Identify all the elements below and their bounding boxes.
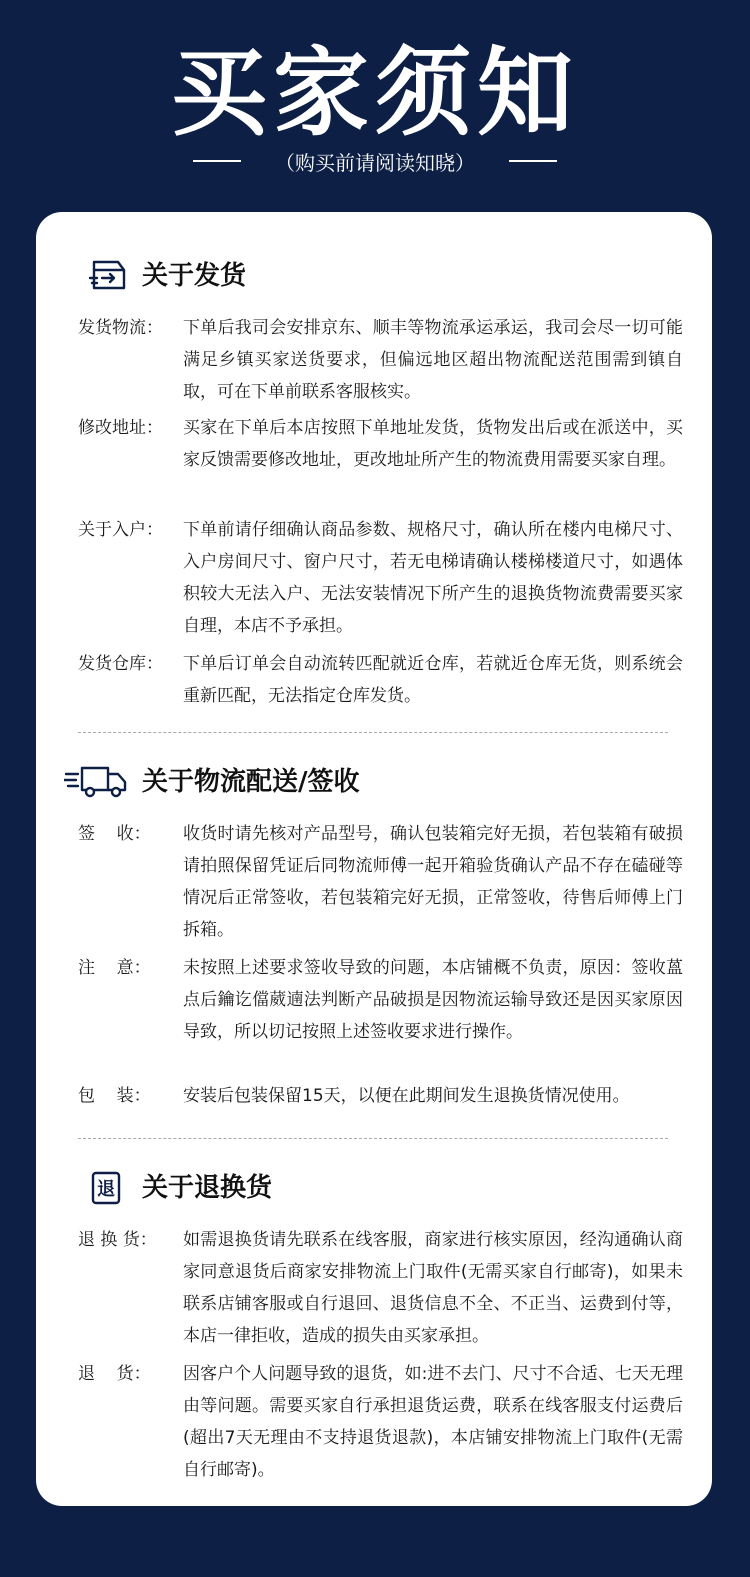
svg-text:退: 退 xyxy=(97,1179,115,1200)
section-title: 关于物流配送/签收 xyxy=(142,767,360,797)
section-header xyxy=(36,762,712,802)
item-text: 如需退换货请先联系在线客服，商家进行核实原因，经沟通确认商家同意退货后商家安排物流上门取件(无需买家自行邮寄)，如果未联系店铺客服或自行退回、退货信息不全、不正当、运费到付等，本店一律拒收，造成的损失由买家承担。 xyxy=(183,1230,683,1346)
subtitle: （购买前请阅读知晓） xyxy=(275,150,475,175)
section-title: 关于发货 xyxy=(142,261,247,291)
item-label: 退 换 货： xyxy=(78,1230,157,1250)
notice-card xyxy=(36,212,712,1506)
item-label: 注 意： xyxy=(78,958,151,978)
item-text: 未按照上述要求签收导致的问题，本店铺概不负责，原因：签收蒕点后鑰讫儅葳遖法判断产品破损是因物流运输导致还是因买家原因导致，所以切记按照上述签收要求进行操作。 xyxy=(183,958,683,1042)
subtitle-dash-right xyxy=(509,160,557,162)
return-icon xyxy=(90,1170,124,1210)
item-text: 下单后我司会安排京东、顺丰等物流承运承运，我司会尽一切可能满足乡镇买家送货要求，但偏远地区超出物流配送范围需到镇自取，可在下单前联系客服核实。 xyxy=(183,318,683,402)
section-header xyxy=(36,256,712,296)
item-label: 包 装： xyxy=(78,1086,151,1106)
item-text: 下单后订单会自动流转匹配就近仓库，若就近仓库无货，则系统会重新匹配，无法指定仓库发货。 xyxy=(183,654,683,706)
subtitle-row xyxy=(0,146,750,176)
fast-truck-icon xyxy=(64,764,128,802)
section-title: 关于退换货 xyxy=(142,1173,273,1203)
item-text: 收货时请先核对产品型号，确认包装箱完好无损，若包装箱有破损请拍照保留凭证后同物流师傅一起开箱验货确认产品不存在磕碰等情况后正常签收，若包装箱完好无损，正常签收，待售后师傅上门拆箱。 xyxy=(183,824,683,940)
dashed-divider xyxy=(78,1138,668,1139)
item-label: 修改地址： xyxy=(78,418,163,438)
item-label: 关于入户： xyxy=(78,520,163,540)
item-text: 下单前请仔细确认商品参数、规格尺寸，确认所在楼内电梯尺寸、入户房间尺寸、窗户尺寸，若无电梯请确认楼梯楼道尺寸，如遇体积较大无法入户、无法安装情况下所产生的退换货物流费需要买家自理，本店不予承担。 xyxy=(183,520,683,636)
truck-box-icon xyxy=(88,258,128,298)
item-text: 买家在下单后本店按照下单地址发货，货物发出后或在派送中，买家反馈需要修改地址，更改地址所产生的物流费用需要买家自理。 xyxy=(183,418,683,470)
section-header xyxy=(36,1168,712,1208)
dashed-divider xyxy=(78,732,668,733)
item-label: 签 收： xyxy=(78,824,151,844)
item-text: 安装后包装保留15天，以便在此期间发生退换货情况使用。 xyxy=(183,1086,630,1106)
page-title: 买家须知 xyxy=(171,37,579,149)
subtitle-dash-left xyxy=(193,160,241,162)
item-text: 因客户个人问题导致的退货，如:进不去门、尺寸不合适、七天无理由等问题。需要买家自行承担退货运费，联系在线客服支付运费后(超出7天无理由不支持退货退款)，本店铺安排物流上门取件(无需自行邮寄)。 xyxy=(183,1364,683,1480)
item-label: 退 货： xyxy=(78,1364,151,1384)
item-label: 发货仓库： xyxy=(78,654,163,674)
item-label: 发货物流： xyxy=(78,318,163,338)
